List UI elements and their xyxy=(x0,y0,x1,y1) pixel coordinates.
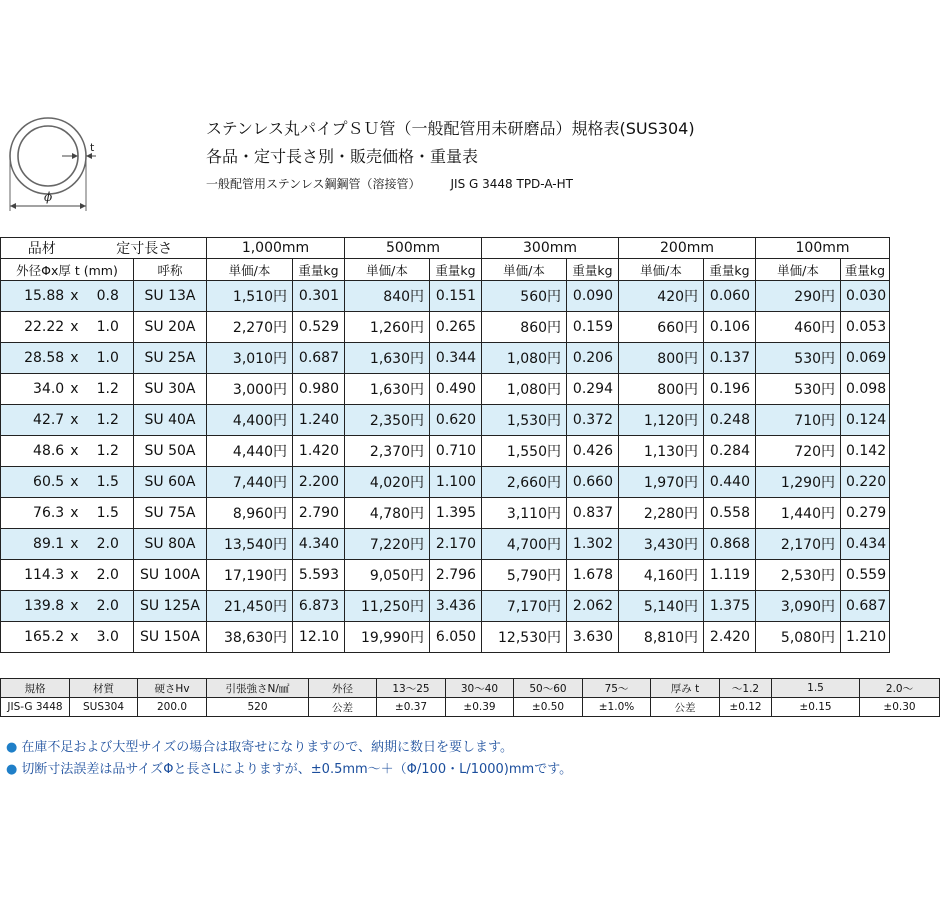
price-cell: 290円 xyxy=(756,281,841,312)
spec-value-cell: ±0.12 xyxy=(720,698,772,717)
price-cell: 1,080円 xyxy=(482,374,567,405)
nominal-name-cell: SU 100A xyxy=(134,560,207,591)
weight-cell: 1.210 xyxy=(841,622,890,653)
weight-cell: 0.529 xyxy=(293,312,345,343)
price-cell: 5,080円 xyxy=(756,622,841,653)
spec-header-cell: 2.0～ xyxy=(860,679,940,698)
thickness-cell: 0.8 xyxy=(83,281,134,312)
weight-cell: 0.090 xyxy=(567,281,619,312)
weight-cell: 1.395 xyxy=(430,498,482,529)
outer-diameter: 165.2 xyxy=(24,629,65,645)
outer-diameter: 22.22 xyxy=(24,319,65,335)
weight-header: 重量kg xyxy=(430,259,482,281)
outer-diameter: 114.3 xyxy=(24,567,65,583)
price-cell: 660円 xyxy=(619,312,704,343)
price-cell: 12,530円 xyxy=(482,622,567,653)
thickness-cell: 2.0 xyxy=(83,560,134,591)
table-row xyxy=(1,281,890,312)
spec-value-cell: ±0.50 xyxy=(514,698,583,717)
weight-cell: 6.873 xyxy=(293,591,345,622)
price-cell: 3,090円 xyxy=(756,591,841,622)
spec-header-cell: 引張強さN/㎟ xyxy=(207,679,309,698)
times-sign: x xyxy=(70,629,79,645)
spec-value-cell: ±0.37 xyxy=(377,698,446,717)
price-cell: 1,290円 xyxy=(756,467,841,498)
spec-header-cell: ～1.2 xyxy=(720,679,772,698)
nominal-name-cell: SU 13A xyxy=(134,281,207,312)
price-cell: 17,190円 xyxy=(207,560,293,591)
price-cell: 460円 xyxy=(756,312,841,343)
bullet-icon: ● xyxy=(6,740,18,755)
price-cell: 21,450円 xyxy=(207,591,293,622)
weight-cell: 3.436 xyxy=(430,591,482,622)
thickness-cell: 1.5 xyxy=(83,467,134,498)
price-cell: 1,120円 xyxy=(619,405,704,436)
length-header: 300mm xyxy=(482,238,619,259)
price-cell: 1,550円 xyxy=(482,436,567,467)
thickness-cell: 1.2 xyxy=(83,374,134,405)
price-cell: 8,810円 xyxy=(619,622,704,653)
price-cell: 560円 xyxy=(482,281,567,312)
outer-diameter-cell xyxy=(1,343,83,374)
thickness-cell: 1.5 xyxy=(83,498,134,529)
weight-cell: 3.630 xyxy=(567,622,619,653)
price-cell: 7,220円 xyxy=(345,529,430,560)
weight-cell: 2.796 xyxy=(430,560,482,591)
page-title: ステンレス丸パイプＳＵ管（一般配管用未研磨品）規格表(SUS304) xyxy=(206,119,695,138)
spec-value-cell: 公差 xyxy=(309,698,377,717)
weight-header: 重量kg xyxy=(704,259,756,281)
thickness-cell: 1.0 xyxy=(83,312,134,343)
weight-cell: 0.687 xyxy=(293,343,345,374)
nominal-name-cell: SU 50A xyxy=(134,436,207,467)
price-cell: 4,020円 xyxy=(345,467,430,498)
outer-diameter-cell xyxy=(1,281,83,312)
times-sign: x xyxy=(70,567,79,583)
times-sign: x xyxy=(70,350,79,366)
price-cell: 3,430円 xyxy=(619,529,704,560)
weight-cell: 0.558 xyxy=(704,498,756,529)
price-cell: 1,510円 xyxy=(207,281,293,312)
thickness-cell: 1.2 xyxy=(83,436,134,467)
price-cell: 5,790円 xyxy=(482,560,567,591)
price-header: 単価/本 xyxy=(345,259,430,281)
price-cell: 4,160円 xyxy=(619,560,704,591)
spec-value-cell: SUS304 xyxy=(70,698,138,717)
price-cell: 3,010円 xyxy=(207,343,293,374)
standard-line xyxy=(206,176,695,192)
price-cell: 7,440円 xyxy=(207,467,293,498)
weight-cell: 0.660 xyxy=(567,467,619,498)
outer-diameter-cell xyxy=(1,312,83,343)
length-header: 500mm xyxy=(345,238,482,259)
price-cell: 11,250円 xyxy=(345,591,430,622)
nominal-name-cell: SU 150A xyxy=(134,622,207,653)
nominal-name-cell: SU 125A xyxy=(134,591,207,622)
weight-cell: 0.868 xyxy=(704,529,756,560)
spec-header-cell: 50～60 xyxy=(514,679,583,698)
table-row xyxy=(1,312,890,343)
times-sign: x xyxy=(70,536,79,552)
price-cell: 840円 xyxy=(345,281,430,312)
material-header: 品材 xyxy=(1,238,83,259)
weight-cell: 0.344 xyxy=(430,343,482,374)
price-cell: 13,540円 xyxy=(207,529,293,560)
weight-cell: 0.248 xyxy=(704,405,756,436)
thickness-cell: 1.0 xyxy=(83,343,134,374)
weight-cell: 0.030 xyxy=(841,281,890,312)
price-cell: 1,080円 xyxy=(482,343,567,374)
spec-header-row xyxy=(1,679,940,698)
page-subtitle: 各品・定寸長さ別・販売価格・重量表 xyxy=(206,147,479,166)
weight-cell: 0.098 xyxy=(841,374,890,405)
spec-header-cell: 規格 xyxy=(1,679,70,698)
price-cell: 3,000円 xyxy=(207,374,293,405)
note-item xyxy=(6,759,572,781)
weight-header: 重量kg xyxy=(841,259,890,281)
times-sign: x xyxy=(70,319,79,335)
spec-value-cell: ±0.15 xyxy=(772,698,860,717)
weight-cell: 0.142 xyxy=(841,436,890,467)
nominal-name-cell: SU 30A xyxy=(134,374,207,405)
weight-cell: 2.062 xyxy=(567,591,619,622)
weight-cell: 0.137 xyxy=(704,343,756,374)
weight-cell: 2.420 xyxy=(704,622,756,653)
weight-cell: 0.069 xyxy=(841,343,890,374)
spec-value-cell: 公差 xyxy=(651,698,720,717)
spec-header-cell: 材質 xyxy=(70,679,138,698)
outer-diameter-cell xyxy=(1,591,83,622)
price-cell: 1,630円 xyxy=(345,343,430,374)
times-sign: x xyxy=(70,474,79,490)
price-cell: 2,350円 xyxy=(345,405,430,436)
price-cell: 7,170円 xyxy=(482,591,567,622)
note-text: 在庫不足および大型サイズの場合は取寄せになりますので、納期に数日を要します。 xyxy=(21,740,514,755)
price-cell: 530円 xyxy=(756,343,841,374)
weight-cell: 2.170 xyxy=(430,529,482,560)
table-row xyxy=(1,467,890,498)
table-row xyxy=(1,405,890,436)
price-cell: 2,530円 xyxy=(756,560,841,591)
weight-cell: 0.060 xyxy=(704,281,756,312)
price-cell: 19,990円 xyxy=(345,622,430,653)
spec-header-cell: 厚み t xyxy=(651,679,720,698)
weight-cell: 0.294 xyxy=(567,374,619,405)
length-header: 1,000mm xyxy=(207,238,345,259)
outer-diameter: 48.6 xyxy=(33,443,65,459)
spec-value-cell: ±0.30 xyxy=(860,698,940,717)
spec-header-cell: 外径 xyxy=(309,679,377,698)
price-header: 単価/本 xyxy=(619,259,704,281)
nominal-name-cell: SU 20A xyxy=(134,312,207,343)
thickness-cell: 2.0 xyxy=(83,529,134,560)
outer-diameter: 139.8 xyxy=(24,598,65,614)
price-cell: 2,280円 xyxy=(619,498,704,529)
diameter-label: ϕ xyxy=(44,190,53,204)
weight-cell: 0.279 xyxy=(841,498,890,529)
note-item xyxy=(6,737,572,759)
weight-cell: 0.687 xyxy=(841,591,890,622)
price-cell: 4,780円 xyxy=(345,498,430,529)
weight-cell: 0.620 xyxy=(430,405,482,436)
price-cell: 420円 xyxy=(619,281,704,312)
weight-cell: 0.159 xyxy=(567,312,619,343)
thickness-cell: 2.0 xyxy=(83,591,134,622)
price-cell: 530円 xyxy=(756,374,841,405)
outer-diameter-cell xyxy=(1,498,83,529)
outer-diameter: 42.7 xyxy=(33,412,65,428)
table-row xyxy=(1,498,890,529)
outer-diameter-cell xyxy=(1,622,83,653)
spec-table xyxy=(0,678,940,717)
price-cell: 4,700円 xyxy=(482,529,567,560)
thickness-cell: 3.0 xyxy=(83,622,134,653)
name-header: 呼称 xyxy=(134,259,207,281)
outer-diameter: 34.0 xyxy=(33,381,65,397)
spec-header-cell: 75～ xyxy=(583,679,651,698)
price-cell: 1,260円 xyxy=(345,312,430,343)
table-row xyxy=(1,343,890,374)
standard-code: JIS G 3448 TPD-A-HT xyxy=(450,177,573,191)
price-cell: 800円 xyxy=(619,343,704,374)
outer-diameter-cell xyxy=(1,436,83,467)
price-cell: 1,630円 xyxy=(345,374,430,405)
weight-cell: 0.053 xyxy=(841,312,890,343)
fixed-length-header: 定寸長さ xyxy=(83,238,207,259)
header-row-lengths xyxy=(1,238,890,259)
weight-cell: 0.426 xyxy=(567,436,619,467)
table-row xyxy=(1,591,890,622)
nominal-name-cell: SU 80A xyxy=(134,529,207,560)
weight-cell: 1.375 xyxy=(704,591,756,622)
price-cell: 5,140円 xyxy=(619,591,704,622)
outer-diameter-cell xyxy=(1,374,83,405)
times-sign: x xyxy=(70,412,79,428)
outer-diameter: 89.1 xyxy=(33,536,65,552)
weight-cell: 0.106 xyxy=(704,312,756,343)
table-row xyxy=(1,560,890,591)
weight-cell: 1.119 xyxy=(704,560,756,591)
weight-cell: 0.440 xyxy=(704,467,756,498)
weight-cell: 0.434 xyxy=(841,529,890,560)
weight-cell: 0.710 xyxy=(430,436,482,467)
weight-cell: 0.220 xyxy=(841,467,890,498)
weight-cell: 0.151 xyxy=(430,281,482,312)
spec-header-cell: 30～40 xyxy=(446,679,514,698)
header xyxy=(206,118,695,192)
weight-cell: 0.206 xyxy=(567,343,619,374)
weight-cell: 5.593 xyxy=(293,560,345,591)
outer-diameter: 60.5 xyxy=(33,474,65,490)
weight-cell: 0.372 xyxy=(567,405,619,436)
spec-value-cell: 200.0 xyxy=(138,698,207,717)
weight-cell: 0.196 xyxy=(704,374,756,405)
price-cell: 860円 xyxy=(482,312,567,343)
weight-cell: 0.124 xyxy=(841,405,890,436)
price-cell: 4,440円 xyxy=(207,436,293,467)
times-sign: x xyxy=(70,505,79,521)
price-cell: 2,270円 xyxy=(207,312,293,343)
weight-cell: 1.240 xyxy=(293,405,345,436)
price-cell: 2,660円 xyxy=(482,467,567,498)
price-cell: 2,370円 xyxy=(345,436,430,467)
spec-header-cell: 硬さHv xyxy=(138,679,207,698)
weight-cell: 0.837 xyxy=(567,498,619,529)
spec-value-cell: JIS-G 3448 xyxy=(1,698,70,717)
weight-header: 重量kg xyxy=(293,259,345,281)
nominal-name-cell: SU 40A xyxy=(134,405,207,436)
spec-value-cell: 520 xyxy=(207,698,309,717)
outer-diameter: 15.88 xyxy=(24,288,65,304)
outer-diameter-cell xyxy=(1,560,83,591)
price-cell: 38,630円 xyxy=(207,622,293,653)
weight-cell: 0.980 xyxy=(293,374,345,405)
times-sign: x xyxy=(70,288,79,304)
price-weight-table xyxy=(0,237,890,653)
price-header: 単価/本 xyxy=(756,259,841,281)
weight-cell: 2.790 xyxy=(293,498,345,529)
outer-diameter: 28.58 xyxy=(24,350,65,366)
price-cell: 9,050円 xyxy=(345,560,430,591)
length-header: 200mm xyxy=(619,238,756,259)
price-cell: 2,170円 xyxy=(756,529,841,560)
spec-value-cell: ±0.39 xyxy=(446,698,514,717)
weight-cell: 0.265 xyxy=(430,312,482,343)
table-row xyxy=(1,529,890,560)
weight-cell: 1.678 xyxy=(567,560,619,591)
spec-value-cell: ±1.0% xyxy=(583,698,651,717)
price-cell: 1,530円 xyxy=(482,405,567,436)
price-header: 単価/本 xyxy=(482,259,567,281)
weight-cell: 1.302 xyxy=(567,529,619,560)
size-header: 外径Φx厚 t (mm) xyxy=(1,259,134,281)
spec-value-row xyxy=(1,698,940,717)
price-cell: 800円 xyxy=(619,374,704,405)
weight-cell: 6.050 xyxy=(430,622,482,653)
price-cell: 1,130円 xyxy=(619,436,704,467)
times-sign: x xyxy=(70,598,79,614)
weight-cell: 0.284 xyxy=(704,436,756,467)
header-row-columns xyxy=(1,259,890,281)
standard-description: 一般配管用ステンレス鋼鋼管（溶接管） xyxy=(206,177,421,191)
price-cell: 8,960円 xyxy=(207,498,293,529)
notes xyxy=(6,737,572,781)
times-sign: x xyxy=(70,381,79,397)
spec-header-cell: 13～25 xyxy=(377,679,446,698)
bullet-icon: ● xyxy=(6,762,18,777)
outer-diameter-cell xyxy=(1,405,83,436)
weight-cell: 0.559 xyxy=(841,560,890,591)
price-header: 単価/本 xyxy=(207,259,293,281)
nominal-name-cell: SU 25A xyxy=(134,343,207,374)
weight-cell: 12.10 xyxy=(293,622,345,653)
price-cell: 1,440円 xyxy=(756,498,841,529)
price-cell: 710円 xyxy=(756,405,841,436)
price-cell: 3,110円 xyxy=(482,498,567,529)
weight-cell: 2.200 xyxy=(293,467,345,498)
weight-cell: 0.490 xyxy=(430,374,482,405)
outer-diameter: 76.3 xyxy=(33,505,65,521)
weight-cell: 1.100 xyxy=(430,467,482,498)
thickness-cell: 1.2 xyxy=(83,405,134,436)
times-sign: x xyxy=(70,443,79,459)
weight-cell: 0.301 xyxy=(293,281,345,312)
outer-diameter-cell xyxy=(1,467,83,498)
outer-diameter-cell xyxy=(1,529,83,560)
price-cell: 720円 xyxy=(756,436,841,467)
weight-cell: 4.340 xyxy=(293,529,345,560)
note-text: 切断寸法誤差は品サイズΦと長さLによりますが、±0.5mm～＋（Φ/100・L/1000)mmです。 xyxy=(21,762,573,777)
table-row xyxy=(1,436,890,467)
price-cell: 1,970円 xyxy=(619,467,704,498)
weight-cell: 1.420 xyxy=(293,436,345,467)
length-header: 100mm xyxy=(756,238,890,259)
nominal-name-cell: SU 75A xyxy=(134,498,207,529)
pipe-cross-section-diagram xyxy=(0,115,110,220)
thickness-label: t xyxy=(90,141,95,154)
table-row xyxy=(1,622,890,653)
spec-header-cell: 1.5 xyxy=(772,679,860,698)
nominal-name-cell: SU 60A xyxy=(134,467,207,498)
price-cell: 4,400円 xyxy=(207,405,293,436)
weight-header: 重量kg xyxy=(567,259,619,281)
table-row xyxy=(1,374,890,405)
